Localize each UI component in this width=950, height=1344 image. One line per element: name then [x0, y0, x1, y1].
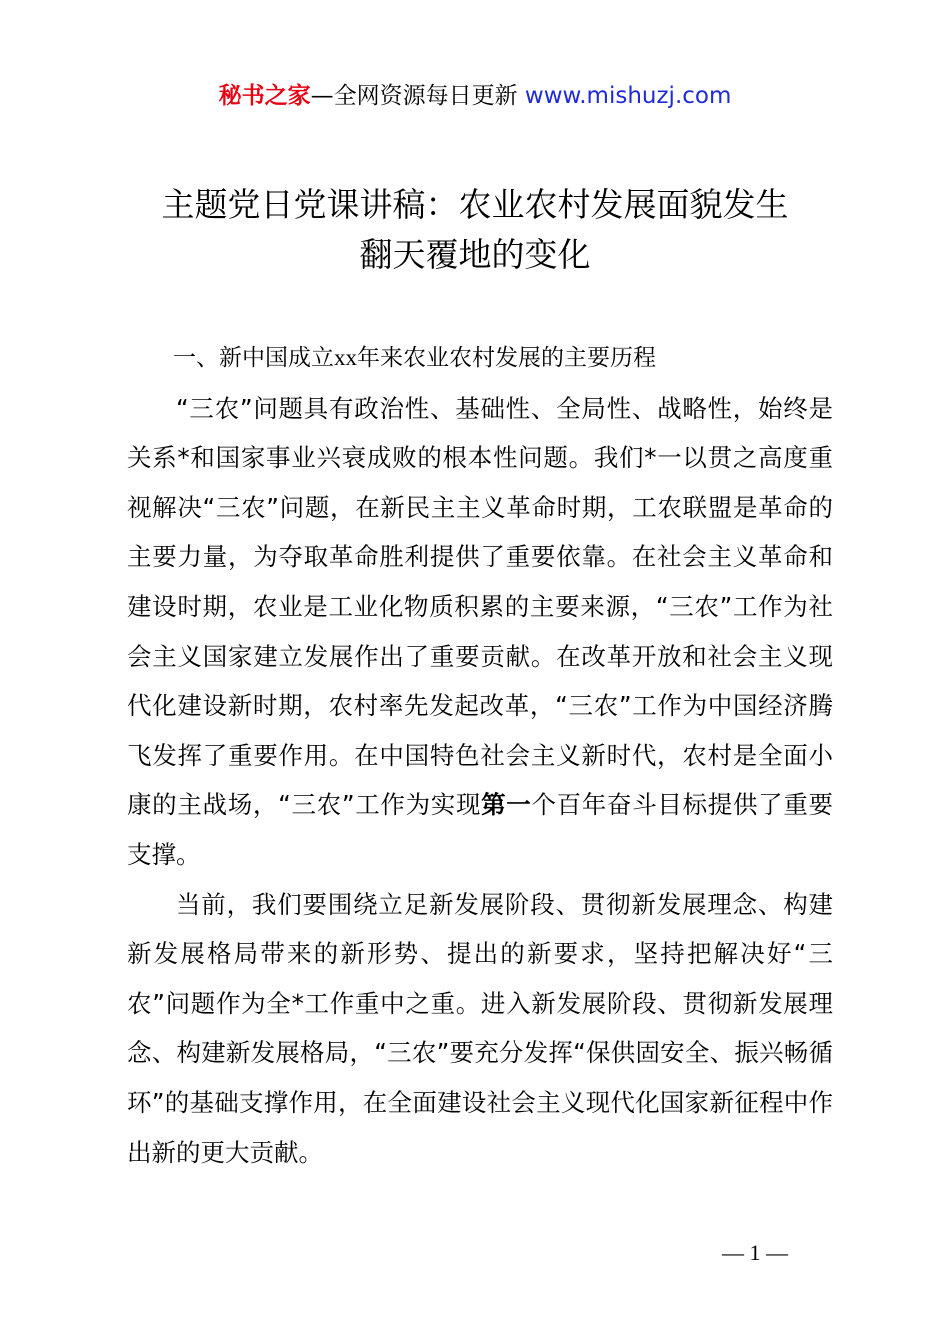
paragraph-1-ending: 个百年奋斗目标提供了重要支撑。 [127, 790, 834, 869]
header-separator: — [310, 83, 334, 109]
paragraph-1-bold: 第一 [481, 790, 532, 820]
title-line-1: 主题党日党课讲稿：农业农村发展面貌发生 [161, 185, 789, 224]
site-url-link[interactable]: www.mishuzj.com [524, 83, 732, 109]
paragraph-2: 当前，我们要围绕立足新发展阶段、贯彻新发展理念、构建新发展格局带来的新形势、提出的新要求，坚持把解决好“三农”问题作为全*工作重中之重。进入新发展阶段、贯彻新发展理念、构建新发展格局，“三农”要充分发挥“保供固安全、振兴畅循环”的基础支撑作用，在全面建设社会主义现代化国家新征程中作出新的更大贡献。 [127, 889, 833, 1167]
section-heading [127, 333, 833, 384]
site-brand: 秘书之家 [218, 83, 311, 109]
title-line-2: 翻天覆地的变化 [359, 235, 591, 274]
section-heading-prefix: 一、新中国成立 [173, 345, 334, 371]
paragraph-1-text: “三农”问题具有政治性、基础性、全局性、战略性，始终是关系*和国家事业兴衰成败的根本性问题。我们*一以贯之高度重视解决“三农”问题，在新民主主义革命时期，工农联盟是革命的主要力量，为夺取革命胜利提供了重要依靠。在社会主义革命和建设时期，农业是工业化物质积累的主要来源，“三农”工作为社会主义国家建立发展作出了重要贡献。在改革开放和社会主义现代化建设新时期，农村率先发起改革，“三农”工作为中国经济腾飞发挥了重要作用。在中国特色社会主义新时代，农村是全面小康的主战场，“三农”工作为实现 [127, 393, 833, 820]
site-header [0, 80, 950, 112]
section-heading-suffix: 年来农业农村发展的主要历程 [357, 345, 656, 371]
page-number: — 1 — [722, 1240, 788, 1265]
section-heading-number: xx [334, 345, 357, 370]
header-tagline: 全网资源每日更新 [333, 83, 525, 109]
document-title [100, 180, 850, 280]
document-body [127, 333, 833, 1177]
paragraph-1 [127, 384, 833, 880]
